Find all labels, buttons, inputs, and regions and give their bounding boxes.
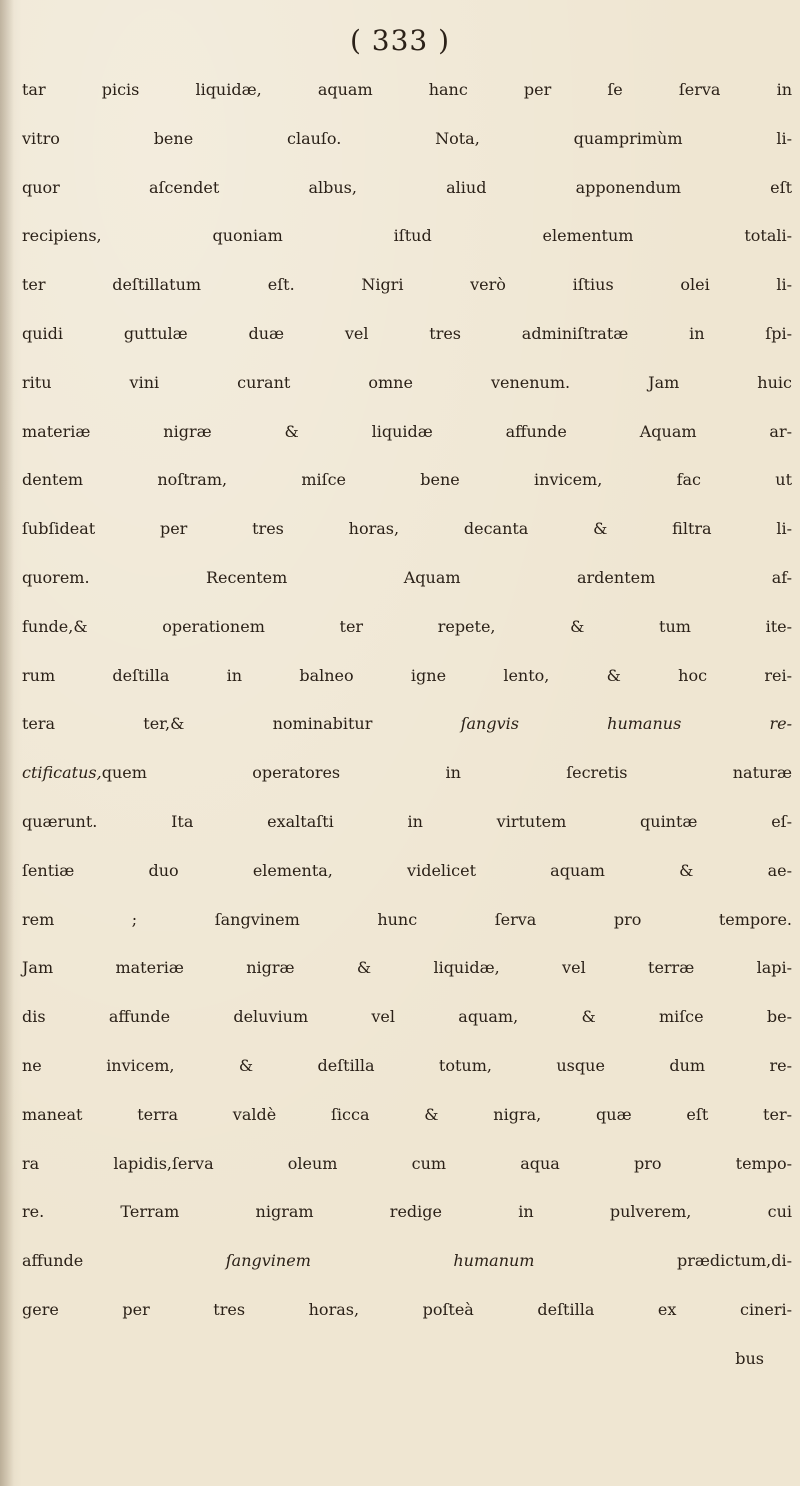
text-line: materiæ nigræ & liquidæ affunde Aquam ar- bbox=[22, 421, 792, 441]
text-line: ſentiæ duo elementa, videlicet aquam & ae- bbox=[22, 860, 792, 880]
text-line: funde,& operationem ter repete, & tum ite- bbox=[22, 616, 792, 636]
page-number: ( 333 ) bbox=[349, 24, 451, 57]
text-line: recipiens, quoniam iſtud elementum totali- bbox=[22, 226, 792, 246]
text-line: tar picis liquidæ, aquam hanc per ſe ſerva in bbox=[22, 80, 792, 99]
text-line: ter deſtillatum eſt. Nigri verò iſtius olei li- bbox=[22, 275, 792, 295]
text-line: ſubſideat per tres horas, decanta & filtra li- bbox=[22, 519, 792, 539]
text-line: quor aſcendet albus, aliud apponendum eſt bbox=[22, 177, 792, 197]
text-line: gere per tres horas, poſteà deſtilla ex cineri- bbox=[22, 1299, 792, 1319]
text-line: vitro bene clauſo. Nota, quamprimùm li- bbox=[22, 128, 792, 148]
catchword: bus bbox=[735, 1348, 764, 1368]
text-line bbox=[22, 1237, 792, 1286]
text-line: Jam materiæ nigræ & liquidæ, vel terræ lapi- bbox=[22, 958, 792, 978]
text-run: tera ter,& nominabitur bbox=[22, 714, 461, 734]
text-line: dentem noſtram, miſce bene invicem, fac ut bbox=[22, 470, 792, 490]
text-line: quærunt. Ita exaltaſti in virtutem quintæ eſ- bbox=[22, 811, 792, 831]
text-line: rum deſtilla in balneo igne lento, & hoc rei- bbox=[22, 665, 792, 685]
text-line: maneat terra valdè ſicca & nigra, quæ eſt ter- bbox=[22, 1104, 792, 1124]
binding-gutter-shadow bbox=[0, 0, 14, 1486]
text-line: ritu vini curant omne venenum. Jam huic bbox=[22, 372, 792, 392]
italic-phrase: ſangvinem humanum bbox=[225, 1251, 535, 1271]
text-run: prædictum,di- bbox=[534, 1251, 793, 1271]
text-line: ra lapidis,ſerva oleum cum aqua pro tempo- bbox=[22, 1153, 792, 1173]
text-run: affunde bbox=[22, 1251, 226, 1271]
text-line: dis affunde deluvium vel aquam, & miſce be- bbox=[22, 1007, 792, 1027]
text-line: quidi guttulæ duæ vel tres adminiſtratæ in ſpi- bbox=[22, 323, 792, 343]
text-line: ne invicem, & deſtilla totum, usque dum re- bbox=[22, 1055, 792, 1075]
text-line: re. Terram nigram redige in pulverem, cui bbox=[22, 1202, 792, 1222]
text-line: rem ; ſangvinem hunc ſerva pro tempore. bbox=[22, 909, 792, 929]
body-text bbox=[22, 66, 792, 1384]
italic-phrase: ſangvis humanus re- bbox=[460, 714, 792, 734]
text-run: quem operatores in ſecretis naturæ bbox=[101, 763, 792, 783]
italic-phrase: ctificatus, bbox=[22, 763, 102, 783]
text-line bbox=[22, 749, 792, 798]
text-line bbox=[22, 700, 792, 749]
text-line: quorem. Recentem Aquam ardentem af- bbox=[22, 567, 792, 587]
